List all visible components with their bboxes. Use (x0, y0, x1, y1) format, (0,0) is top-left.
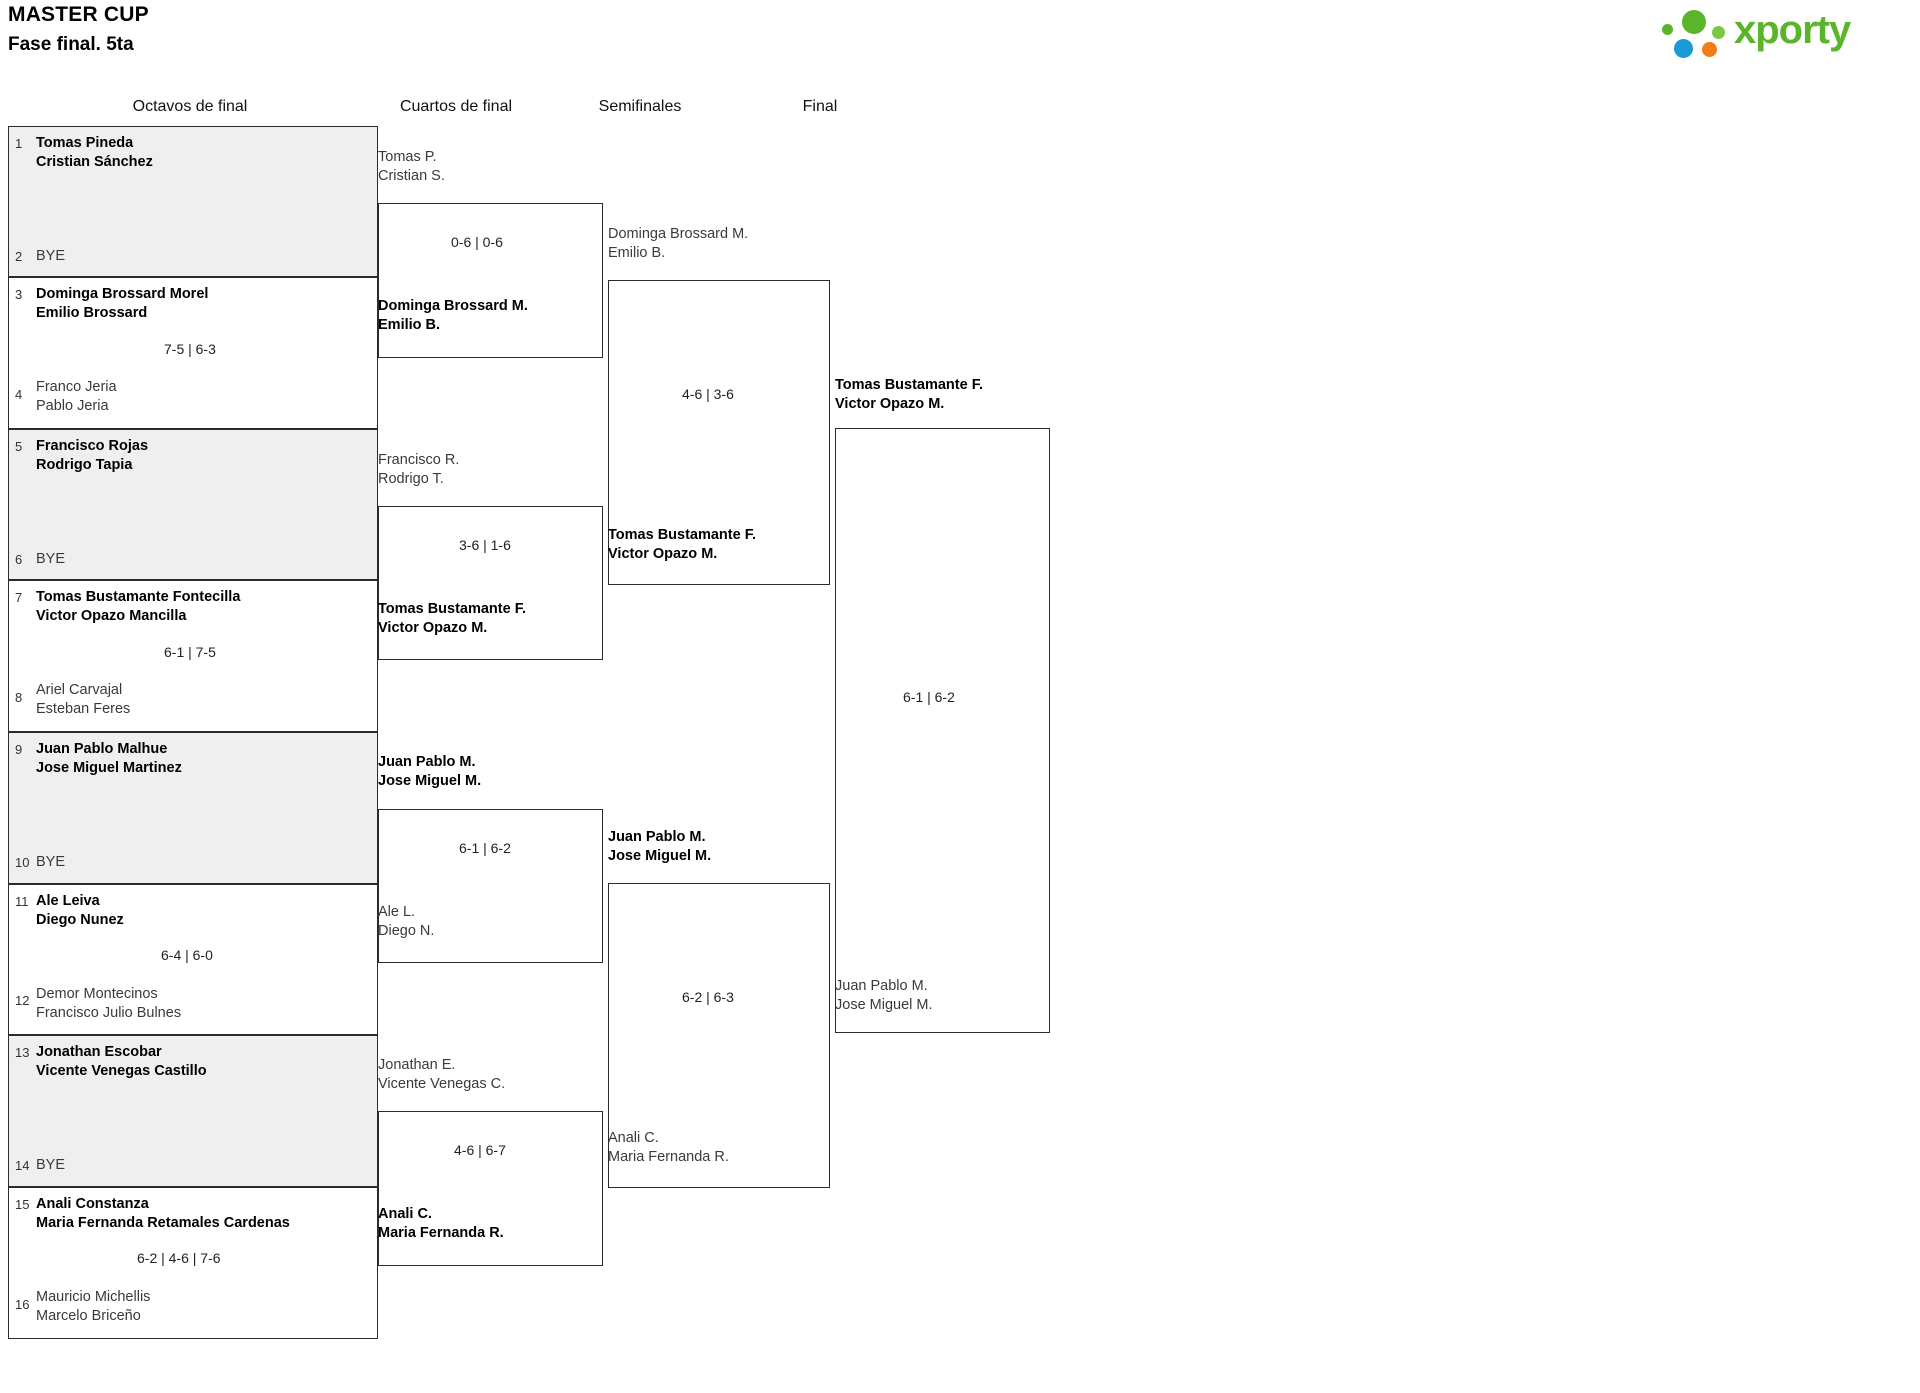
player-name: Diego N. (378, 922, 435, 939)
player-name: Cristian Sánchez (36, 153, 153, 170)
player-name: Juan Pablo M. (378, 754, 476, 770)
tournament-phase: Fase final. 5ta (8, 34, 134, 55)
player-name: Victor Opazo M. (378, 619, 488, 636)
list-item (36, 285, 208, 322)
list-item (36, 740, 182, 777)
match-score: 6-4 | 6-0 (161, 947, 213, 963)
player-name: Tomas P. (378, 149, 437, 165)
match-box-qf4[interactable] (378, 1111, 603, 1266)
player-name: Emilio B. (608, 244, 666, 261)
table-row[interactable] (8, 1035, 378, 1187)
list-item (36, 437, 148, 474)
match-participant-bottom (378, 600, 526, 637)
final-participant-bottom (835, 977, 933, 1014)
match-score: 6-2 | 6-3 (682, 989, 734, 1005)
player-name: Francisco Rojas (36, 438, 149, 454)
table-row[interactable] (8, 277, 378, 429)
match-participant-top (378, 148, 445, 185)
player-name: Rodrigo T. (378, 470, 444, 487)
match-participant-top (378, 753, 481, 790)
seed-number: 10 (15, 855, 30, 870)
player-name: Juan Pablo M. (608, 829, 706, 845)
player-name: Anali C. (378, 1206, 432, 1222)
player-name: Victor Opazo Mancilla (36, 607, 187, 624)
player-name: Emilio Brossard (36, 304, 148, 321)
bye-label: BYE (36, 248, 66, 264)
player-name: Francisco Julio Bulnes (36, 1004, 182, 1021)
logo-dot-blue (1674, 39, 1693, 58)
seed-number: 9 (15, 742, 23, 757)
player-name: Tomas Bustamante F. (835, 377, 983, 393)
player-name: Maria Fernanda R. (378, 1224, 504, 1241)
seed-number: 4 (15, 387, 23, 402)
round-heading-cuartos: Cuartos de final (399, 98, 513, 115)
seed-number: 2 (15, 249, 23, 264)
seed-number: 13 (15, 1045, 30, 1060)
player-name: Francisco R. (378, 452, 460, 468)
seed-number: 5 (15, 439, 23, 454)
table-row[interactable] (8, 732, 378, 884)
seed-number: 14 (15, 1158, 30, 1173)
match-score: 7-5 | 6-3 (164, 341, 216, 357)
match-score: 6-1 | 6-2 (903, 689, 955, 705)
list-item (36, 681, 130, 718)
list-item (36, 134, 153, 171)
match-participant-bottom (378, 297, 528, 334)
match-score: 6-1 | 7-5 (164, 644, 216, 660)
player-name: Jose Miguel M. (378, 772, 482, 789)
table-row[interactable] (8, 429, 378, 580)
seed-number: 11 (15, 894, 29, 909)
page-header (0, 0, 1920, 72)
xporty-logo (1656, 6, 1906, 64)
player-name: Ale Leiva (36, 893, 100, 909)
round-heading-semifinales: Semifinales (598, 98, 682, 115)
player-name: Juan Pablo Malhue (36, 741, 168, 757)
bye-label: BYE (36, 854, 66, 870)
logo-dot-orange (1702, 42, 1717, 57)
list-item (36, 588, 240, 625)
player-name: Mauricio Michellis (36, 1289, 151, 1305)
match-score: 4-6 | 6-7 (454, 1142, 506, 1158)
round-heading-final: Final (802, 98, 838, 115)
seed-number: 16 (15, 1297, 30, 1312)
logo-dot-green-tiny (1662, 24, 1673, 35)
match-box-qf1[interactable] (378, 203, 603, 358)
player-name: Dominga Brossard M. (378, 298, 528, 314)
table-row[interactable] (8, 884, 378, 1035)
match-participant-top (608, 225, 748, 262)
player-name: Jose Miguel M. (835, 996, 933, 1013)
match-score: 6-2 | 4-6 | 7-6 (137, 1250, 221, 1266)
logo-wordmark: xporty (1734, 8, 1851, 52)
player-name: Emilio B. (378, 316, 441, 333)
list-item (36, 1195, 290, 1232)
player-name: Jonathan Escobar (36, 1044, 162, 1060)
match-participant-top (608, 828, 711, 865)
player-name: Maria Fernanda R. (608, 1148, 729, 1165)
match-participant-bottom (378, 1205, 504, 1242)
logo-dot-green-large (1682, 10, 1706, 34)
player-name: Tomas Bustamante F. (608, 527, 756, 543)
logo-dot-green-small (1712, 26, 1725, 39)
table-row[interactable] (8, 126, 378, 277)
seed-number: 15 (15, 1197, 30, 1212)
player-name: Jose Miguel Martinez (36, 759, 182, 776)
list-item (36, 985, 181, 1022)
player-name: Cristian S. (378, 167, 445, 184)
seed-number: 6 (15, 552, 23, 567)
bye-label: BYE (36, 1157, 66, 1173)
seed-number: 7 (15, 590, 23, 605)
table-row[interactable] (8, 1187, 378, 1339)
match-score: 3-6 | 1-6 (459, 537, 511, 553)
player-name: Dominga Brossard M. (608, 226, 749, 242)
table-row[interactable] (8, 580, 378, 732)
match-box-final[interactable] (835, 428, 1050, 1033)
player-name: Victor Opazo M. (608, 545, 718, 562)
player-name: Dominga Brossard Morel (36, 286, 209, 302)
list-item (36, 378, 117, 415)
player-name: Maria Fernanda Retamales Cardenas (36, 1214, 290, 1231)
round-heading-octavos: Octavos de final (132, 98, 248, 115)
list-item (36, 1288, 150, 1325)
player-name: Diego Nunez (36, 911, 124, 928)
player-name: Ale L. (378, 904, 416, 920)
final-participant-top (835, 376, 983, 413)
player-name: Jose Miguel M. (608, 847, 712, 864)
player-name: Victor Opazo M. (835, 395, 945, 412)
seed-number: 3 (15, 287, 23, 302)
match-participant-top (378, 1056, 505, 1093)
player-name: Rodrigo Tapia (36, 456, 133, 473)
player-name: Vicente Venegas Castillo (36, 1062, 207, 1079)
match-score: 6-1 | 6-2 (459, 840, 511, 856)
seed-number: 1 (15, 136, 23, 151)
match-score: 0-6 | 0-6 (451, 234, 503, 250)
player-name: Anali C. (608, 1130, 659, 1146)
player-name: Anali Constanza (36, 1196, 149, 1212)
player-name: Esteban Feres (36, 700, 131, 717)
player-name: Vicente Venegas C. (378, 1075, 506, 1092)
player-name: Demor Montecinos (36, 986, 158, 1002)
player-name: Jonathan E. (378, 1057, 456, 1073)
match-participant-bottom (608, 526, 756, 563)
match-participant-bottom (608, 1129, 729, 1166)
list-item (36, 892, 124, 929)
player-name: Juan Pablo M. (835, 978, 928, 994)
player-name: Tomas Pineda (36, 135, 134, 151)
player-name: Tomas Bustamante Fontecilla (36, 589, 241, 605)
list-item (36, 1043, 207, 1080)
seed-number: 8 (15, 690, 23, 705)
player-name: Pablo Jeria (36, 397, 109, 414)
match-participant-bottom (378, 903, 434, 940)
bye-label: BYE (36, 551, 66, 567)
seed-number: 12 (15, 993, 30, 1008)
match-score: 4-6 | 3-6 (682, 386, 734, 402)
player-name: Tomas Bustamante F. (378, 601, 526, 617)
player-name: Marcelo Briceño (36, 1307, 141, 1324)
match-participant-top (378, 451, 459, 488)
tournament-title: MASTER CUP (8, 3, 149, 26)
player-name: Franco Jeria (36, 379, 117, 395)
player-name: Ariel Carvajal (36, 682, 123, 698)
